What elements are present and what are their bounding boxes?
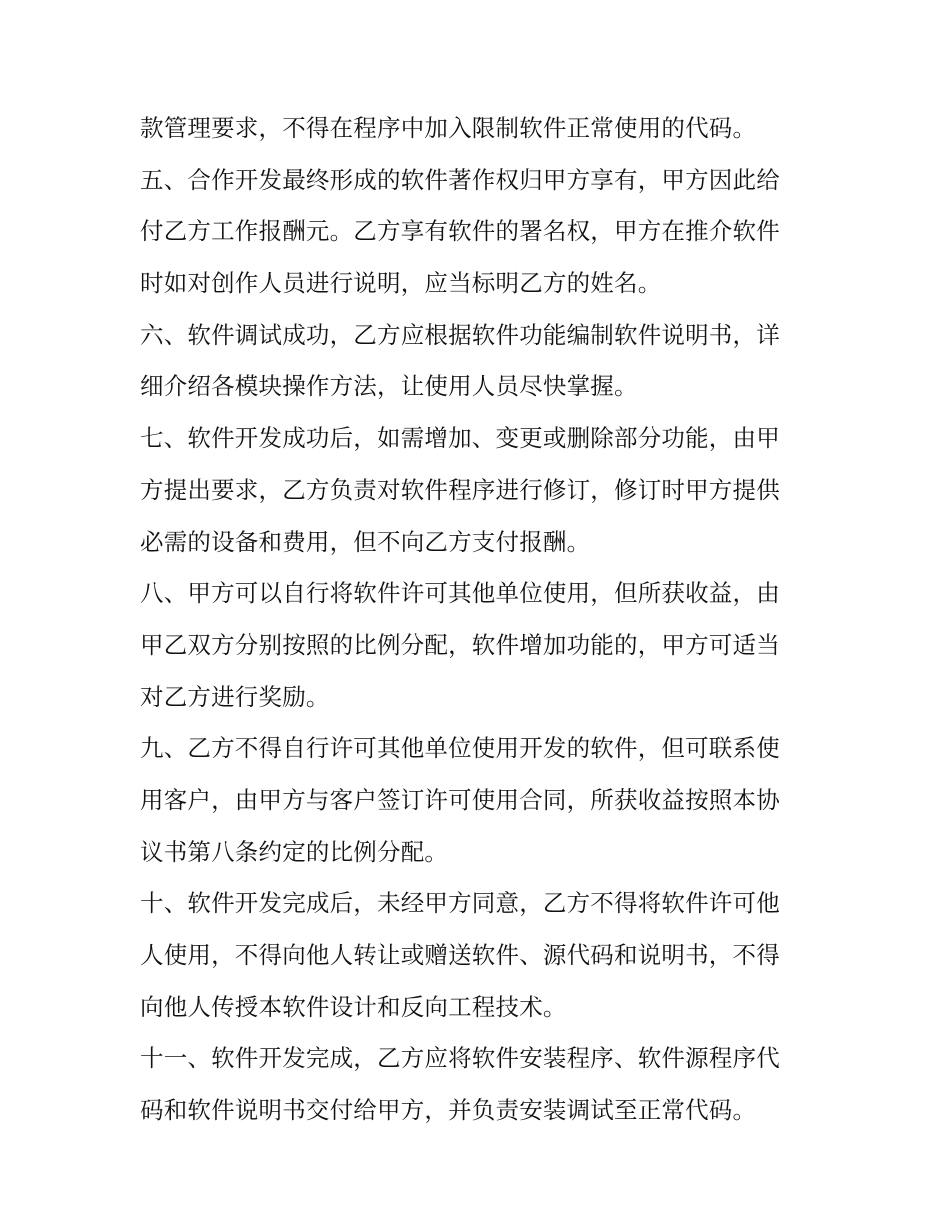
text-line: 时如对创作人员进行说明，应当标明乙方的姓名。 (140, 269, 662, 298)
text-line: 向他人传授本软件设计和反向工程技术。 (140, 992, 567, 1021)
text-line: 十、软件开发完成后，未经甲方同意，乙方不得将软件许可他 (140, 889, 780, 918)
text-line: 八、甲方可以自行将软件许可其他单位使用，但所获收益，由 (140, 579, 780, 608)
text-line: 九、乙方不得自行许可其他单位使用开发的软件，但可联系使 (140, 734, 780, 763)
text-line: 七、软件开发成功后，如需增加、变更或删除部分功能，由甲 (140, 424, 780, 453)
text-line: 用客户，由甲方与客户签订许可使用合同，所获收益按照本协 (140, 785, 780, 814)
text-line: 细介绍各模块操作方法，让使用人员尽快掌握。 (140, 372, 638, 401)
text-line: 人使用，不得向他人转让或赠送软件、源代码和说明书，不得 (140, 941, 780, 969)
text-line: 议书第八条约定的比例分配。 (140, 837, 449, 866)
text-line: 六、软件调试成功，乙方应根据软件功能编制软件说明书，详 (140, 320, 780, 349)
text-line: 对乙方进行奖励。 (140, 682, 330, 711)
text-line: 款管理要求，不得在程序中加入限制软件正常使用的代码。 (140, 114, 757, 142)
text-line: 付乙方工作报酬元。乙方享有软件的署名权，甲方在推介软件 (140, 217, 780, 246)
text-line: 必需的设备和费用，但不向乙方支付报酬。 (140, 527, 591, 556)
text-line: 码和软件说明书交付给甲方，并负责安装调试至正常代码。 (140, 1096, 757, 1125)
text-line: 五、合作开发最终形成的软件著作权归甲方享有，甲方因此给 (140, 165, 780, 194)
contract-text (140, 103, 820, 1137)
text-line: 方提出要求，乙方负责对软件程序进行修订，修订时甲方提供 (140, 475, 780, 504)
text-line: 十一、软件开发完成，乙方应将软件安装程序、软件源程序代 (140, 1044, 780, 1073)
text-line: 甲乙双方分别按照的比例分配，软件增加功能的，甲方可适当 (140, 630, 780, 659)
